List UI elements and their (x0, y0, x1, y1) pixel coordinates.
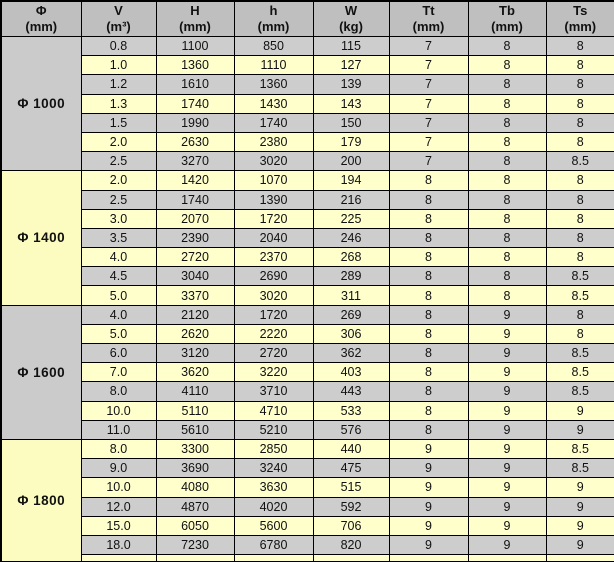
data-cell: 403 (313, 363, 389, 382)
data-cell: 8 (389, 248, 468, 267)
data-cell: 3690 (156, 459, 234, 478)
data-cell: 8 (468, 190, 546, 209)
data-cell: 8 (468, 75, 546, 94)
table-header (1, 1, 614, 37)
data-cell: 1100 (156, 37, 234, 56)
data-cell: 576 (313, 420, 389, 439)
data-cell: 8 (468, 286, 546, 305)
table-row (1, 535, 614, 554)
header-cell-v (81, 1, 156, 37)
data-cell: 8 (389, 401, 468, 420)
data-cell: 3020 (234, 152, 313, 171)
data-cell: 8 (468, 267, 546, 286)
data-cell: 8 (389, 286, 468, 305)
data-cell: 3020 (234, 286, 313, 305)
data-cell: 9 (468, 363, 546, 382)
data-cell: 6050 (156, 516, 234, 535)
data-cell: 8 (389, 209, 468, 228)
data-cell: 8.5 (546, 344, 614, 363)
data-cell: 1990 (156, 113, 234, 132)
data-cell: 2.5 (81, 190, 156, 209)
table-row (1, 363, 614, 382)
data-cell: 3710 (234, 382, 313, 401)
data-cell (81, 555, 156, 562)
data-cell: 8.5 (546, 439, 614, 458)
group-cell: Φ 1000 (1, 37, 81, 171)
header-cell-h (234, 1, 313, 37)
header-line2: (mm) (564, 19, 597, 34)
data-cell: 1740 (156, 190, 234, 209)
table-row (1, 113, 614, 132)
data-cell: 12.0 (81, 497, 156, 516)
data-cell: 216 (313, 190, 389, 209)
data-cell: 8.5 (546, 267, 614, 286)
data-cell: 8 (389, 363, 468, 382)
data-cell: 8.0 (81, 382, 156, 401)
data-cell: 1360 (234, 75, 313, 94)
data-cell: 0.8 (81, 37, 156, 56)
data-cell: 8 (468, 152, 546, 171)
data-cell: 1720 (234, 209, 313, 228)
data-cell: 15.0 (81, 516, 156, 535)
data-cell: 3270 (156, 152, 234, 171)
header-cell-φ (1, 1, 81, 37)
data-cell: 4.5 (81, 267, 156, 286)
data-cell: 1430 (234, 94, 313, 113)
data-cell: 2620 (156, 324, 234, 343)
data-cell: 2070 (156, 209, 234, 228)
data-cell: 194 (313, 171, 389, 190)
data-cell (546, 555, 614, 562)
data-cell: 9 (468, 459, 546, 478)
data-cell: 533 (313, 401, 389, 420)
data-cell (234, 555, 313, 562)
data-cell: 179 (313, 132, 389, 151)
data-cell: 2720 (156, 248, 234, 267)
data-cell: 4710 (234, 401, 313, 420)
table-row (1, 497, 614, 516)
data-cell: 9 (468, 535, 546, 554)
data-cell: 8 (468, 209, 546, 228)
table-row (1, 324, 614, 343)
data-cell: 8.5 (546, 286, 614, 305)
data-cell: 362 (313, 344, 389, 363)
header-line1: Φ (35, 3, 47, 18)
data-cell: 2.5 (81, 152, 156, 171)
data-cell: 7 (389, 132, 468, 151)
data-cell: 9 (468, 305, 546, 324)
table-row (1, 305, 614, 324)
table-row (1, 267, 614, 286)
data-cell: 9 (468, 420, 546, 439)
header-line1: Tt (422, 3, 435, 18)
data-cell: 4.0 (81, 305, 156, 324)
table-row (1, 286, 614, 305)
data-cell: 18.0 (81, 535, 156, 554)
data-cell (313, 555, 389, 562)
data-cell: 4020 (234, 497, 313, 516)
data-cell (468, 555, 546, 562)
data-cell: 8 (389, 420, 468, 439)
data-cell: 1110 (234, 56, 313, 75)
data-cell: 8.5 (546, 459, 614, 478)
data-cell: 706 (313, 516, 389, 535)
data-cell: 8 (468, 56, 546, 75)
table-row (1, 152, 614, 171)
data-cell: 1390 (234, 190, 313, 209)
data-cell: 8 (546, 248, 614, 267)
data-cell: 8 (546, 75, 614, 94)
data-cell: 115 (313, 37, 389, 56)
data-cell: 5.0 (81, 286, 156, 305)
data-cell: 269 (313, 305, 389, 324)
data-cell: 9 (389, 478, 468, 497)
data-cell: 8 (468, 37, 546, 56)
header-line2: (mm) (257, 19, 290, 34)
data-cell: 3040 (156, 267, 234, 286)
header-cell-w (313, 1, 389, 37)
data-cell: 9 (468, 382, 546, 401)
data-cell: 8 (389, 190, 468, 209)
table-body (1, 37, 614, 562)
header-line1: V (114, 3, 123, 18)
data-cell: 9 (546, 401, 614, 420)
data-cell: 268 (313, 248, 389, 267)
data-cell: 6780 (234, 535, 313, 554)
table-row (1, 459, 614, 478)
data-cell: 11.0 (81, 420, 156, 439)
data-cell: 8 (546, 228, 614, 247)
table-row (1, 75, 614, 94)
header-line2: (m³) (106, 19, 131, 34)
data-cell: 9 (546, 497, 614, 516)
data-cell: 8 (546, 94, 614, 113)
data-cell: 1070 (234, 171, 313, 190)
data-cell: 1.2 (81, 75, 156, 94)
data-cell: 306 (313, 324, 389, 343)
data-cell: 8 (468, 228, 546, 247)
data-cell: 8 (468, 94, 546, 113)
data-cell: 2370 (234, 248, 313, 267)
data-cell: 7 (389, 152, 468, 171)
header-line1: Ts (573, 3, 588, 18)
table-row (1, 420, 614, 439)
data-cell: 3.5 (81, 228, 156, 247)
header-line1: H (190, 3, 200, 18)
data-cell: 143 (313, 94, 389, 113)
data-cell: 9 (389, 535, 468, 554)
data-cell: 9 (546, 535, 614, 554)
header-row (1, 1, 614, 37)
data-cell: 8 (546, 132, 614, 151)
data-cell: 850 (234, 37, 313, 56)
data-cell: 1420 (156, 171, 234, 190)
data-cell: 5610 (156, 420, 234, 439)
data-cell: 9 (468, 401, 546, 420)
table-row (1, 516, 614, 535)
data-cell: 4870 (156, 497, 234, 516)
data-cell: 3630 (234, 478, 313, 497)
data-cell: 8 (389, 305, 468, 324)
data-cell: 8.5 (546, 382, 614, 401)
data-cell: 3220 (234, 363, 313, 382)
table-row (1, 132, 614, 151)
table-row (1, 344, 614, 363)
data-cell: 8 (546, 305, 614, 324)
data-cell (156, 555, 234, 562)
data-cell: 9 (389, 459, 468, 478)
table-row (1, 37, 614, 56)
data-cell: 1.0 (81, 56, 156, 75)
data-cell: 5210 (234, 420, 313, 439)
data-cell: 3.0 (81, 209, 156, 228)
data-cell: 10.0 (81, 401, 156, 420)
data-cell: 289 (313, 267, 389, 286)
data-cell: 8 (389, 267, 468, 286)
data-cell: 9 (389, 439, 468, 458)
data-cell: 1.3 (81, 94, 156, 113)
header-line1: h (269, 3, 278, 18)
data-cell: 592 (313, 497, 389, 516)
data-cell: 8.0 (81, 439, 156, 458)
data-cell: 1720 (234, 305, 313, 324)
data-cell: 7 (389, 113, 468, 132)
data-cell: 2040 (234, 228, 313, 247)
data-cell: 8 (468, 113, 546, 132)
data-cell: 8 (468, 171, 546, 190)
data-cell: 4.0 (81, 248, 156, 267)
group-cell: Φ 1600 (1, 305, 81, 439)
data-cell: 127 (313, 56, 389, 75)
table-row (1, 228, 614, 247)
data-cell: 820 (313, 535, 389, 554)
data-cell: 8 (546, 113, 614, 132)
data-cell: 2390 (156, 228, 234, 247)
data-cell: 9.0 (81, 459, 156, 478)
data-cell: 8 (389, 382, 468, 401)
data-cell: 2720 (234, 344, 313, 363)
data-cell: 9 (468, 478, 546, 497)
partial-clipped-row (1, 555, 614, 562)
header-line1: W (344, 3, 358, 18)
data-cell: 8 (546, 209, 614, 228)
data-cell: 8.5 (546, 363, 614, 382)
data-cell: 8.5 (546, 152, 614, 171)
data-cell: 4080 (156, 478, 234, 497)
data-cell: 8 (546, 37, 614, 56)
header-cell-tb (468, 1, 546, 37)
data-cell (389, 555, 468, 562)
data-cell: 3240 (234, 459, 313, 478)
data-cell: 475 (313, 459, 389, 478)
data-cell: 311 (313, 286, 389, 305)
data-cell: 7 (389, 37, 468, 56)
data-cell: 8 (546, 171, 614, 190)
data-cell: 8 (468, 248, 546, 267)
group-cell: Φ 1400 (1, 171, 81, 305)
data-cell: 3120 (156, 344, 234, 363)
data-cell: 9 (468, 497, 546, 516)
data-cell: 9 (468, 344, 546, 363)
data-cell: 8 (389, 228, 468, 247)
data-cell: 3370 (156, 286, 234, 305)
data-cell: 200 (313, 152, 389, 171)
data-cell: 2220 (234, 324, 313, 343)
table-row (1, 56, 614, 75)
data-cell: 2120 (156, 305, 234, 324)
data-cell: 1610 (156, 75, 234, 94)
table-row (1, 382, 614, 401)
table-row (1, 171, 614, 190)
data-cell: 1740 (156, 94, 234, 113)
data-cell: 2.0 (81, 132, 156, 151)
data-cell: 9 (546, 478, 614, 497)
data-cell: 2630 (156, 132, 234, 151)
header-line2: (mm) (412, 19, 445, 34)
data-cell: 2.0 (81, 171, 156, 190)
data-cell: 2690 (234, 267, 313, 286)
data-cell: 150 (313, 113, 389, 132)
header-cell-h (156, 1, 234, 37)
table-row (1, 209, 614, 228)
data-cell: 8 (546, 190, 614, 209)
data-cell: 225 (313, 209, 389, 228)
data-cell: 7 (389, 56, 468, 75)
header-line1: Tb (499, 3, 515, 18)
table-row (1, 401, 614, 420)
data-cell: 443 (313, 382, 389, 401)
data-cell: 8 (389, 324, 468, 343)
header-line2: (mm) (25, 19, 58, 34)
data-cell: 9 (468, 516, 546, 535)
header-cell-tt (389, 1, 468, 37)
data-cell: 8 (389, 344, 468, 363)
data-cell: 9 (389, 516, 468, 535)
data-cell: 9 (546, 420, 614, 439)
data-cell: 1740 (234, 113, 313, 132)
data-cell: 2380 (234, 132, 313, 151)
group-cell: Φ 1800 (1, 439, 81, 561)
data-cell: 9 (546, 516, 614, 535)
table-row (1, 94, 614, 113)
data-cell: 1.5 (81, 113, 156, 132)
header-line2: (mm) (179, 19, 211, 34)
data-cell: 7 (389, 94, 468, 113)
table-row (1, 248, 614, 267)
data-cell: 440 (313, 439, 389, 458)
data-cell: 8 (546, 56, 614, 75)
data-cell: 7230 (156, 535, 234, 554)
table-row (1, 478, 614, 497)
data-cell: 2850 (234, 439, 313, 458)
table-row (1, 190, 614, 209)
data-cell: 10.0 (81, 478, 156, 497)
data-cell: 246 (313, 228, 389, 247)
data-cell: 9 (468, 324, 546, 343)
data-cell: 8 (546, 324, 614, 343)
header-line2: (mm) (491, 19, 523, 34)
table-row (1, 439, 614, 458)
data-cell: 5600 (234, 516, 313, 535)
data-cell: 5110 (156, 401, 234, 420)
data-cell: 9 (468, 439, 546, 458)
data-cell: 3620 (156, 363, 234, 382)
data-cell: 3300 (156, 439, 234, 458)
header-cell-ts (546, 1, 614, 37)
data-cell: 9 (389, 497, 468, 516)
data-cell: 6.0 (81, 344, 156, 363)
data-cell: 5.0 (81, 324, 156, 343)
data-cell: 7.0 (81, 363, 156, 382)
data-cell: 8 (468, 132, 546, 151)
data-cell: 1360 (156, 56, 234, 75)
data-cell: 139 (313, 75, 389, 94)
data-cell: 7 (389, 75, 468, 94)
data-cell: 4110 (156, 382, 234, 401)
header-line2: (kg) (339, 19, 363, 34)
data-cell: 515 (313, 478, 389, 497)
data-cell: 8 (389, 171, 468, 190)
